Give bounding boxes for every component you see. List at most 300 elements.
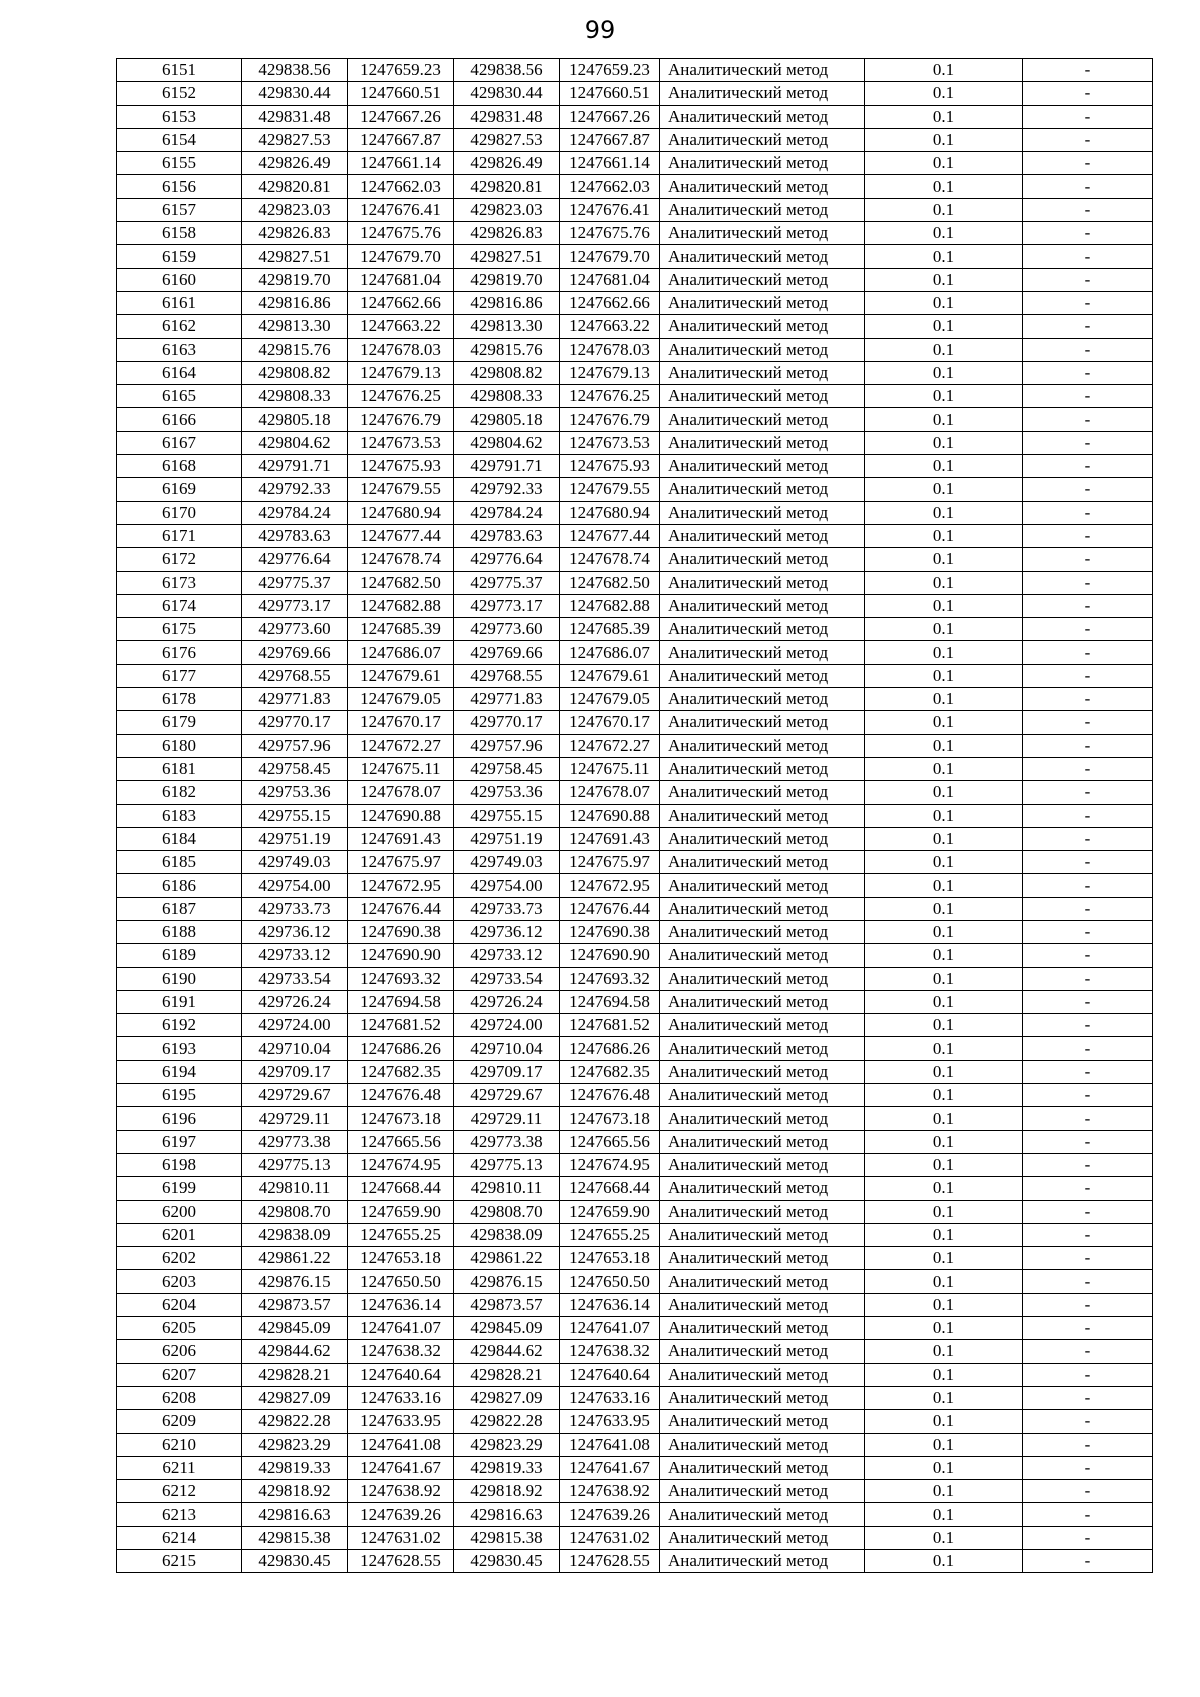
y-coord-cell: 1247675.93	[348, 455, 454, 478]
y-coord-cell: 1247682.35	[348, 1060, 454, 1083]
x-coord-2-cell: 429831.48	[454, 105, 560, 128]
note-cell: -	[1023, 1363, 1153, 1386]
point-number-cell: 6193	[117, 1037, 242, 1060]
table-row	[117, 1293, 1153, 1316]
y-coord-2-cell: 1247679.13	[560, 361, 660, 384]
y-coord-cell: 1247691.43	[348, 827, 454, 850]
y-coord-2-cell: 1247678.03	[560, 338, 660, 361]
method-cell: Аналитический метод	[660, 1480, 865, 1503]
x-coord-2-cell: 429827.51	[454, 245, 560, 268]
point-number-cell: 6184	[117, 827, 242, 850]
table-row	[117, 268, 1153, 291]
note-cell: -	[1023, 291, 1153, 314]
note-cell: -	[1023, 1456, 1153, 1479]
method-cell: Аналитический метод	[660, 897, 865, 920]
note-cell: -	[1023, 431, 1153, 454]
y-coord-2-cell: 1247673.18	[560, 1107, 660, 1130]
table-row	[117, 874, 1153, 897]
note-cell: -	[1023, 1340, 1153, 1363]
y-coord-cell: 1247653.18	[348, 1247, 454, 1270]
table-row	[117, 1060, 1153, 1083]
x-coord-2-cell: 429733.12	[454, 944, 560, 967]
note-cell: -	[1023, 1550, 1153, 1573]
x-coord-2-cell: 429822.28	[454, 1410, 560, 1433]
table-row	[117, 618, 1153, 641]
note-cell: -	[1023, 1293, 1153, 1316]
x-coord-2-cell: 429808.70	[454, 1200, 560, 1223]
note-cell: -	[1023, 1153, 1153, 1176]
y-coord-cell: 1247676.79	[348, 408, 454, 431]
x-coord-2-cell: 429726.24	[454, 990, 560, 1013]
y-coord-2-cell: 1247667.26	[560, 105, 660, 128]
y-coord-cell: 1247677.44	[348, 524, 454, 547]
y-coord-2-cell: 1247633.16	[560, 1386, 660, 1409]
accuracy-cell: 0.1	[865, 1386, 1023, 1409]
y-coord-2-cell: 1247641.08	[560, 1433, 660, 1456]
point-number-cell: 6194	[117, 1060, 242, 1083]
note-cell: -	[1023, 1526, 1153, 1549]
point-number-cell: 6169	[117, 478, 242, 501]
y-coord-2-cell: 1247662.03	[560, 175, 660, 198]
note-cell: -	[1023, 408, 1153, 431]
accuracy-cell: 0.1	[865, 897, 1023, 920]
y-coord-cell: 1247641.08	[348, 1433, 454, 1456]
x-coord-2-cell: 429773.38	[454, 1130, 560, 1153]
point-number-cell: 6209	[117, 1410, 242, 1433]
accuracy-cell: 0.1	[865, 82, 1023, 105]
y-coord-cell: 1247631.02	[348, 1526, 454, 1549]
accuracy-cell: 0.1	[865, 361, 1023, 384]
y-coord-cell: 1247681.52	[348, 1014, 454, 1037]
accuracy-cell: 0.1	[865, 1130, 1023, 1153]
point-number-cell: 6197	[117, 1130, 242, 1153]
table-row	[117, 315, 1153, 338]
x-coord-cell: 429826.83	[242, 222, 348, 245]
method-cell: Аналитический метод	[660, 105, 865, 128]
note-cell: -	[1023, 222, 1153, 245]
note-cell: -	[1023, 757, 1153, 780]
method-cell: Аналитический метод	[660, 1550, 865, 1573]
point-number-cell: 6213	[117, 1503, 242, 1526]
x-coord-cell: 429838.09	[242, 1223, 348, 1246]
x-coord-cell: 429815.38	[242, 1526, 348, 1549]
method-cell: Аналитический метод	[660, 734, 865, 757]
x-coord-cell: 429816.86	[242, 291, 348, 314]
point-number-cell: 6172	[117, 548, 242, 571]
method-cell: Аналитический метод	[660, 431, 865, 454]
accuracy-cell: 0.1	[865, 548, 1023, 571]
note-cell: -	[1023, 618, 1153, 641]
note-cell: -	[1023, 804, 1153, 827]
table-row	[117, 1433, 1153, 1456]
y-coord-2-cell: 1247686.26	[560, 1037, 660, 1060]
y-coord-cell: 1247693.32	[348, 967, 454, 990]
method-cell: Аналитический метод	[660, 1084, 865, 1107]
y-coord-cell: 1247638.32	[348, 1340, 454, 1363]
accuracy-cell: 0.1	[865, 1014, 1023, 1037]
method-cell: Аналитический метод	[660, 781, 865, 804]
method-cell: Аналитический метод	[660, 1060, 865, 1083]
x-coord-cell: 429808.33	[242, 385, 348, 408]
method-cell: Аналитический метод	[660, 82, 865, 105]
note-cell: -	[1023, 851, 1153, 874]
point-number-cell: 6158	[117, 222, 242, 245]
table-row	[117, 361, 1153, 384]
note-cell: -	[1023, 897, 1153, 920]
accuracy-cell: 0.1	[865, 105, 1023, 128]
table-row	[117, 990, 1153, 1013]
x-coord-cell: 429873.57	[242, 1293, 348, 1316]
x-coord-2-cell: 429826.83	[454, 222, 560, 245]
method-cell: Аналитический метод	[660, 571, 865, 594]
x-coord-2-cell: 429808.33	[454, 385, 560, 408]
x-coord-2-cell: 429818.92	[454, 1480, 560, 1503]
note-cell: -	[1023, 1247, 1153, 1270]
y-coord-cell: 1247679.05	[348, 688, 454, 711]
note-cell: -	[1023, 1107, 1153, 1130]
y-coord-cell: 1247628.55	[348, 1550, 454, 1573]
note-cell: -	[1023, 944, 1153, 967]
x-coord-cell: 429830.45	[242, 1550, 348, 1573]
note-cell: -	[1023, 1084, 1153, 1107]
y-coord-cell: 1247676.41	[348, 198, 454, 221]
y-coord-2-cell: 1247676.25	[560, 385, 660, 408]
point-number-cell: 6173	[117, 571, 242, 594]
x-coord-cell: 429769.66	[242, 641, 348, 664]
page-number: 99	[584, 16, 616, 44]
accuracy-cell: 0.1	[865, 1456, 1023, 1479]
point-number-cell: 6162	[117, 315, 242, 338]
table-row	[117, 757, 1153, 780]
method-cell: Аналитический метод	[660, 1340, 865, 1363]
x-coord-2-cell: 429773.17	[454, 594, 560, 617]
note-cell: -	[1023, 664, 1153, 687]
table-row	[117, 152, 1153, 175]
note-cell: -	[1023, 874, 1153, 897]
y-coord-cell: 1247672.27	[348, 734, 454, 757]
y-coord-2-cell: 1247640.64	[560, 1363, 660, 1386]
note-cell: -	[1023, 82, 1153, 105]
method-cell: Аналитический метод	[660, 175, 865, 198]
y-coord-2-cell: 1247661.14	[560, 152, 660, 175]
x-coord-2-cell: 429876.15	[454, 1270, 560, 1293]
y-coord-2-cell: 1247681.04	[560, 268, 660, 291]
table-row	[117, 524, 1153, 547]
y-coord-cell: 1247690.90	[348, 944, 454, 967]
x-coord-2-cell: 429844.62	[454, 1340, 560, 1363]
x-coord-2-cell: 429771.83	[454, 688, 560, 711]
point-number-cell: 6211	[117, 1456, 242, 1479]
accuracy-cell: 0.1	[865, 734, 1023, 757]
y-coord-2-cell: 1247690.38	[560, 920, 660, 943]
x-coord-2-cell: 429815.76	[454, 338, 560, 361]
table-row	[117, 1503, 1153, 1526]
x-coord-2-cell: 429758.45	[454, 757, 560, 780]
accuracy-cell: 0.1	[865, 1037, 1023, 1060]
note-cell: -	[1023, 1014, 1153, 1037]
y-coord-2-cell: 1247694.58	[560, 990, 660, 1013]
point-number-cell: 6199	[117, 1177, 242, 1200]
point-number-cell: 6178	[117, 688, 242, 711]
accuracy-cell: 0.1	[865, 524, 1023, 547]
accuracy-cell: 0.1	[865, 1480, 1023, 1503]
x-coord-cell: 429733.73	[242, 897, 348, 920]
point-number-cell: 6164	[117, 361, 242, 384]
x-coord-cell: 429805.18	[242, 408, 348, 431]
y-coord-cell: 1247661.14	[348, 152, 454, 175]
y-coord-cell: 1247667.26	[348, 105, 454, 128]
y-coord-2-cell: 1247676.41	[560, 198, 660, 221]
y-coord-2-cell: 1247685.39	[560, 618, 660, 641]
y-coord-cell: 1247678.03	[348, 338, 454, 361]
point-number-cell: 6161	[117, 291, 242, 314]
method-cell: Аналитический метод	[660, 1177, 865, 1200]
y-coord-cell: 1247690.88	[348, 804, 454, 827]
x-coord-cell: 429861.22	[242, 1247, 348, 1270]
note-cell: -	[1023, 1223, 1153, 1246]
point-number-cell: 6207	[117, 1363, 242, 1386]
table-row	[117, 944, 1153, 967]
x-coord-2-cell: 429873.57	[454, 1293, 560, 1316]
y-coord-2-cell: 1247674.95	[560, 1153, 660, 1176]
y-coord-2-cell: 1247675.76	[560, 222, 660, 245]
y-coord-cell: 1247673.18	[348, 1107, 454, 1130]
note-cell: -	[1023, 198, 1153, 221]
accuracy-cell: 0.1	[865, 478, 1023, 501]
y-coord-2-cell: 1247665.56	[560, 1130, 660, 1153]
point-number-cell: 6181	[117, 757, 242, 780]
x-coord-2-cell: 429792.33	[454, 478, 560, 501]
x-coord-2-cell: 429838.56	[454, 59, 560, 82]
table-row	[117, 1410, 1153, 1433]
accuracy-cell: 0.1	[865, 1223, 1023, 1246]
method-cell: Аналитический метод	[660, 1433, 865, 1456]
table-row	[117, 967, 1153, 990]
x-coord-cell: 429808.70	[242, 1200, 348, 1223]
accuracy-cell: 0.1	[865, 641, 1023, 664]
accuracy-cell: 0.1	[865, 431, 1023, 454]
method-cell: Аналитический метод	[660, 222, 865, 245]
y-coord-cell: 1247686.07	[348, 641, 454, 664]
method-cell: Аналитический метод	[660, 1410, 865, 1433]
x-coord-cell: 429754.00	[242, 874, 348, 897]
x-coord-cell: 429709.17	[242, 1060, 348, 1083]
x-coord-cell: 429820.81	[242, 175, 348, 198]
y-coord-cell: 1247682.50	[348, 571, 454, 594]
table-row	[117, 897, 1153, 920]
y-coord-cell: 1247678.74	[348, 548, 454, 571]
note-cell: -	[1023, 1317, 1153, 1340]
x-coord-cell: 429830.44	[242, 82, 348, 105]
table-row	[117, 1550, 1153, 1573]
x-coord-cell: 429768.55	[242, 664, 348, 687]
accuracy-cell: 0.1	[865, 291, 1023, 314]
table-row	[117, 851, 1153, 874]
y-coord-cell: 1247682.88	[348, 594, 454, 617]
accuracy-cell: 0.1	[865, 804, 1023, 827]
method-cell: Аналитический метод	[660, 408, 865, 431]
x-coord-cell: 429736.12	[242, 920, 348, 943]
x-coord-2-cell: 429736.12	[454, 920, 560, 943]
note-cell: -	[1023, 501, 1153, 524]
method-cell: Аналитический метод	[660, 1386, 865, 1409]
note-cell: -	[1023, 315, 1153, 338]
accuracy-cell: 0.1	[865, 1084, 1023, 1107]
y-coord-cell: 1247665.56	[348, 1130, 454, 1153]
x-coord-cell: 429792.33	[242, 478, 348, 501]
table-row	[117, 105, 1153, 128]
point-number-cell: 6205	[117, 1317, 242, 1340]
coordinates-table	[116, 58, 1153, 1573]
method-cell: Аналитический метод	[660, 1526, 865, 1549]
table-row	[117, 734, 1153, 757]
x-coord-2-cell: 429769.66	[454, 641, 560, 664]
x-coord-cell: 429828.21	[242, 1363, 348, 1386]
point-number-cell: 6202	[117, 1247, 242, 1270]
x-coord-cell: 429826.49	[242, 152, 348, 175]
y-coord-cell: 1247636.14	[348, 1293, 454, 1316]
x-coord-cell: 429804.62	[242, 431, 348, 454]
accuracy-cell: 0.1	[865, 920, 1023, 943]
y-coord-cell: 1247679.55	[348, 478, 454, 501]
point-number-cell: 6175	[117, 618, 242, 641]
point-number-cell: 6189	[117, 944, 242, 967]
point-number-cell: 6170	[117, 501, 242, 524]
y-coord-cell: 1247650.50	[348, 1270, 454, 1293]
x-coord-cell: 429749.03	[242, 851, 348, 874]
x-coord-2-cell: 429816.63	[454, 1503, 560, 1526]
x-coord-2-cell: 429845.09	[454, 1317, 560, 1340]
point-number-cell: 6174	[117, 594, 242, 617]
method-cell: Аналитический метод	[660, 59, 865, 82]
table-row	[117, 641, 1153, 664]
table-row	[117, 1107, 1153, 1130]
method-cell: Аналитический метод	[660, 1200, 865, 1223]
table-row	[117, 245, 1153, 268]
method-cell: Аналитический метод	[660, 1503, 865, 1526]
y-coord-2-cell: 1247679.70	[560, 245, 660, 268]
x-coord-cell: 429771.83	[242, 688, 348, 711]
x-coord-cell: 429844.62	[242, 1340, 348, 1363]
point-number-cell: 6159	[117, 245, 242, 268]
table-row	[117, 571, 1153, 594]
x-coord-cell: 429775.13	[242, 1153, 348, 1176]
table-row	[117, 1270, 1153, 1293]
point-number-cell: 6154	[117, 128, 242, 151]
accuracy-cell: 0.1	[865, 1177, 1023, 1200]
y-coord-cell: 1247662.03	[348, 175, 454, 198]
accuracy-cell: 0.1	[865, 1270, 1023, 1293]
table-row	[117, 1223, 1153, 1246]
x-coord-cell: 429757.96	[242, 734, 348, 757]
method-cell: Аналитический метод	[660, 1014, 865, 1037]
x-coord-cell: 429838.56	[242, 59, 348, 82]
point-number-cell: 6204	[117, 1293, 242, 1316]
point-number-cell: 6214	[117, 1526, 242, 1549]
accuracy-cell: 0.1	[865, 1550, 1023, 1573]
x-coord-2-cell: 429768.55	[454, 664, 560, 687]
y-coord-cell: 1247679.61	[348, 664, 454, 687]
point-number-cell: 6176	[117, 641, 242, 664]
x-coord-cell: 429845.09	[242, 1317, 348, 1340]
accuracy-cell: 0.1	[865, 757, 1023, 780]
method-cell: Аналитический метод	[660, 827, 865, 850]
x-coord-2-cell: 429751.19	[454, 827, 560, 850]
x-coord-cell: 429827.51	[242, 245, 348, 268]
x-coord-2-cell: 429820.81	[454, 175, 560, 198]
method-cell: Аналитический метод	[660, 920, 865, 943]
y-coord-2-cell: 1247672.27	[560, 734, 660, 757]
y-coord-cell: 1247662.66	[348, 291, 454, 314]
note-cell: -	[1023, 594, 1153, 617]
y-coord-2-cell: 1247638.92	[560, 1480, 660, 1503]
method-cell: Аналитический метод	[660, 1223, 865, 1246]
x-coord-cell: 429729.11	[242, 1107, 348, 1130]
note-cell: -	[1023, 478, 1153, 501]
y-coord-cell: 1247685.39	[348, 618, 454, 641]
accuracy-cell: 0.1	[865, 501, 1023, 524]
note-cell: -	[1023, 1177, 1153, 1200]
note-cell: -	[1023, 688, 1153, 711]
point-number-cell: 6187	[117, 897, 242, 920]
note-cell: -	[1023, 1200, 1153, 1223]
accuracy-cell: 0.1	[865, 1363, 1023, 1386]
note-cell: -	[1023, 245, 1153, 268]
y-coord-cell: 1247668.44	[348, 1177, 454, 1200]
point-number-cell: 6179	[117, 711, 242, 734]
method-cell: Аналитический метод	[660, 594, 865, 617]
y-coord-2-cell: 1247690.88	[560, 804, 660, 827]
x-coord-2-cell: 429754.00	[454, 874, 560, 897]
y-coord-2-cell: 1247677.44	[560, 524, 660, 547]
x-coord-cell: 429810.11	[242, 1177, 348, 1200]
table-row	[117, 1363, 1153, 1386]
table-row	[117, 1247, 1153, 1270]
y-coord-cell: 1247680.94	[348, 501, 454, 524]
table-row	[117, 1526, 1153, 1549]
x-coord-cell: 429823.29	[242, 1433, 348, 1456]
table-row	[117, 501, 1153, 524]
x-coord-cell: 429729.67	[242, 1084, 348, 1107]
x-coord-2-cell: 429827.09	[454, 1386, 560, 1409]
accuracy-cell: 0.1	[865, 618, 1023, 641]
table-row	[117, 175, 1153, 198]
y-coord-cell: 1247659.90	[348, 1200, 454, 1223]
point-number-cell: 6196	[117, 1107, 242, 1130]
x-coord-cell: 429827.09	[242, 1386, 348, 1409]
note-cell: -	[1023, 734, 1153, 757]
y-coord-2-cell: 1247655.25	[560, 1223, 660, 1246]
y-coord-2-cell: 1247638.32	[560, 1340, 660, 1363]
method-cell: Аналитический метод	[660, 291, 865, 314]
method-cell: Аналитический метод	[660, 1317, 865, 1340]
table-row	[117, 222, 1153, 245]
point-number-cell: 6195	[117, 1084, 242, 1107]
accuracy-cell: 0.1	[865, 664, 1023, 687]
method-cell: Аналитический метод	[660, 548, 865, 571]
x-coord-cell: 429816.63	[242, 1503, 348, 1526]
note-cell: -	[1023, 1433, 1153, 1456]
x-coord-cell: 429724.00	[242, 1014, 348, 1037]
point-number-cell: 6155	[117, 152, 242, 175]
point-number-cell: 6192	[117, 1014, 242, 1037]
y-coord-2-cell: 1247668.44	[560, 1177, 660, 1200]
y-coord-2-cell: 1247641.07	[560, 1317, 660, 1340]
method-cell: Аналитический метод	[660, 688, 865, 711]
point-number-cell: 6182	[117, 781, 242, 804]
y-coord-2-cell: 1247641.67	[560, 1456, 660, 1479]
y-coord-cell: 1247659.23	[348, 59, 454, 82]
